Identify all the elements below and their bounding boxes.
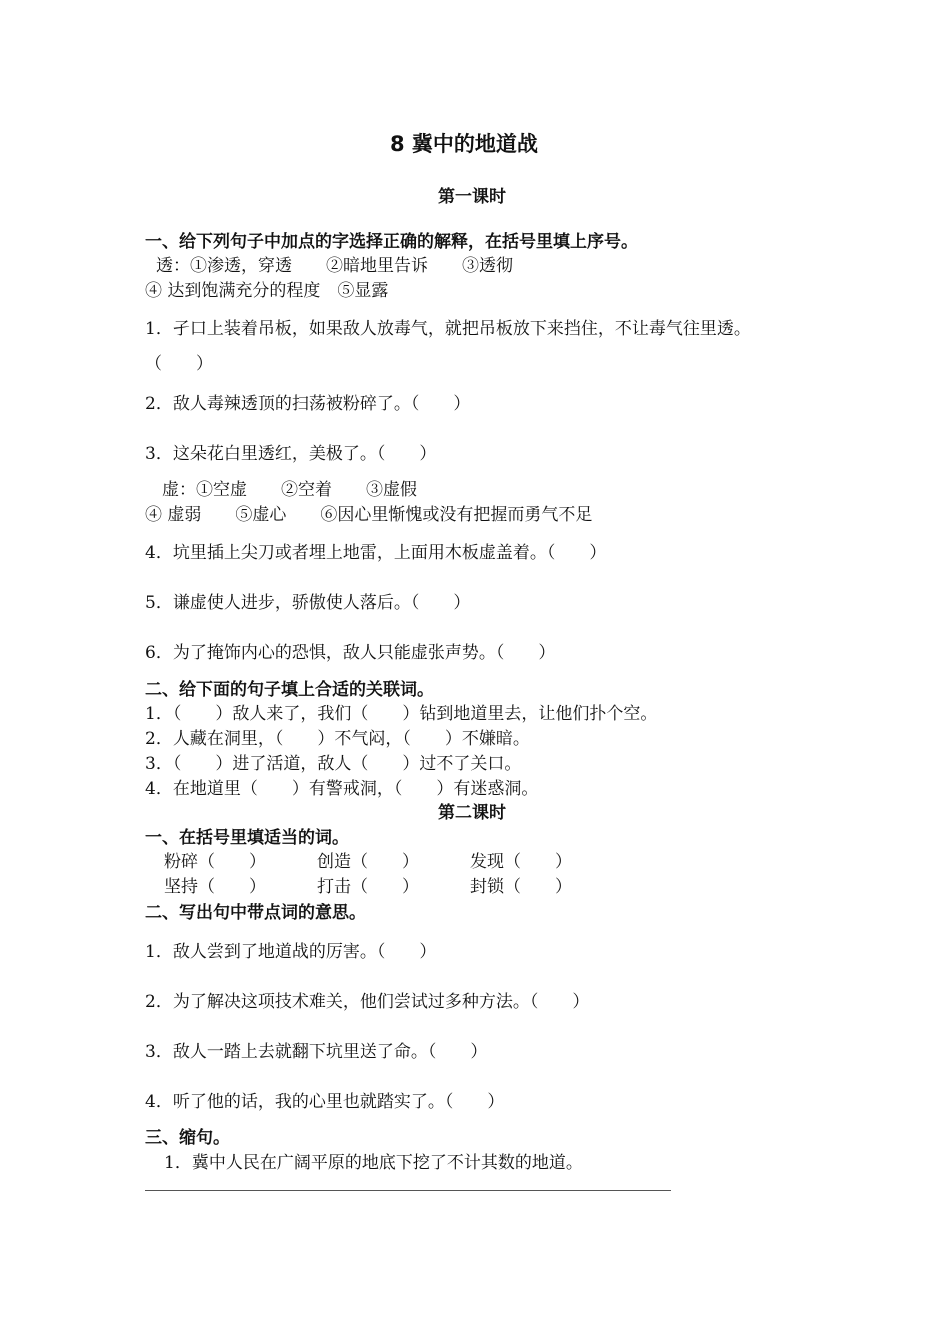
- conjunction-item: 1．（ ）敌人来了，我们（ ）钻到地道里去，让他们扑个空。: [145, 704, 658, 724]
- question-3: 3．这朵花白里透红，美极了。（ ）: [145, 444, 437, 464]
- word-fill-item: 发现（ ）: [470, 852, 572, 872]
- lesson2-section1-heading: 一、在括号里填适当的词。: [145, 828, 349, 848]
- tou-meanings-line1: 透：①渗透，穿透 ②暗地里告诉 ③透彻: [156, 256, 513, 276]
- question-6: 6．为了掩饰内心的恐惧，敌人只能虚张声势。（ ）: [145, 643, 556, 663]
- word-fill-item: 打击（ ）: [317, 877, 419, 897]
- meaning-item: 3．敌人一踏上去就翻下坑里送了命。（ ）: [145, 1042, 488, 1062]
- meaning-item: 4．听了他的话，我的心里也就踏实了。（ ）: [145, 1092, 505, 1112]
- word-fill-item: 粉碎（ ）: [164, 852, 266, 872]
- lesson2-section2-heading: 二、写出句中带点词的意思。: [145, 903, 366, 923]
- conjunction-item: 4．在地道里（ ）有警戒洞，（ ）有迷惑洞。: [145, 779, 539, 799]
- question-5: 5．谦虚使人进步，骄傲使人落后。（ ）: [145, 593, 471, 613]
- conjunction-item: 2．人藏在洞里，（ ）不气闷，（ ）不嫌暗。: [145, 729, 530, 749]
- lesson1-section2-heading: 二、给下面的句子填上合适的关联词。: [145, 680, 434, 700]
- question-2: 2．敌人毒辣透顶的扫荡被粉碎了。（ ）: [145, 394, 471, 414]
- lesson2-section3-heading: 三、缩句。: [145, 1128, 230, 1148]
- question-4: 4．坑里插上尖刀或者埋上地雷，上面用木板虚盖着。（ ）: [145, 543, 607, 563]
- conjunction-item: 3．（ ）进了活道，敌人（ ）过不了关口。: [145, 754, 522, 774]
- lesson2-heading: 第二课时: [438, 803, 506, 823]
- word-fill-item: 坚持（ ）: [164, 877, 266, 897]
- lesson1-section1-heading: 一、给下列句子中加点的字选择正确的解释，在括号里填上序号。: [145, 232, 638, 252]
- tou-meanings-line2: ④ 达到饱满充分的程度 ⑤显露: [145, 281, 389, 301]
- question-1-line1: 1．孑口上装着吊板，如果敌人放毒气，就把吊板放下来挡住，不让毒气往里透。: [145, 319, 751, 339]
- footer-divider: [145, 1190, 671, 1191]
- meaning-item: 1．敌人尝到了地道战的厉害。（ ）: [145, 942, 437, 962]
- xu-meanings-line2: ④ 虚弱 ⑤虚心 ⑥因心里惭愧或没有把握而勇气不足: [145, 505, 593, 525]
- page-title: 8 冀中的地道战: [390, 132, 538, 156]
- lesson1-heading: 第一课时: [438, 187, 506, 207]
- word-fill-item: 创造（ ）: [317, 852, 419, 872]
- question-1-line2: （ ）: [145, 354, 213, 374]
- meaning-item: 2．为了解决这项技术难关，他们尝试过多种方法。（ ）: [145, 992, 590, 1012]
- word-fill-item: 封锁（ ）: [470, 877, 572, 897]
- shorten-sentence-item: 1．冀中人民在广阔平原的地底下挖了不计其数的地道。: [164, 1153, 583, 1173]
- xu-meanings-line1: 虚：①空虚 ②空着 ③虚假: [162, 480, 417, 500]
